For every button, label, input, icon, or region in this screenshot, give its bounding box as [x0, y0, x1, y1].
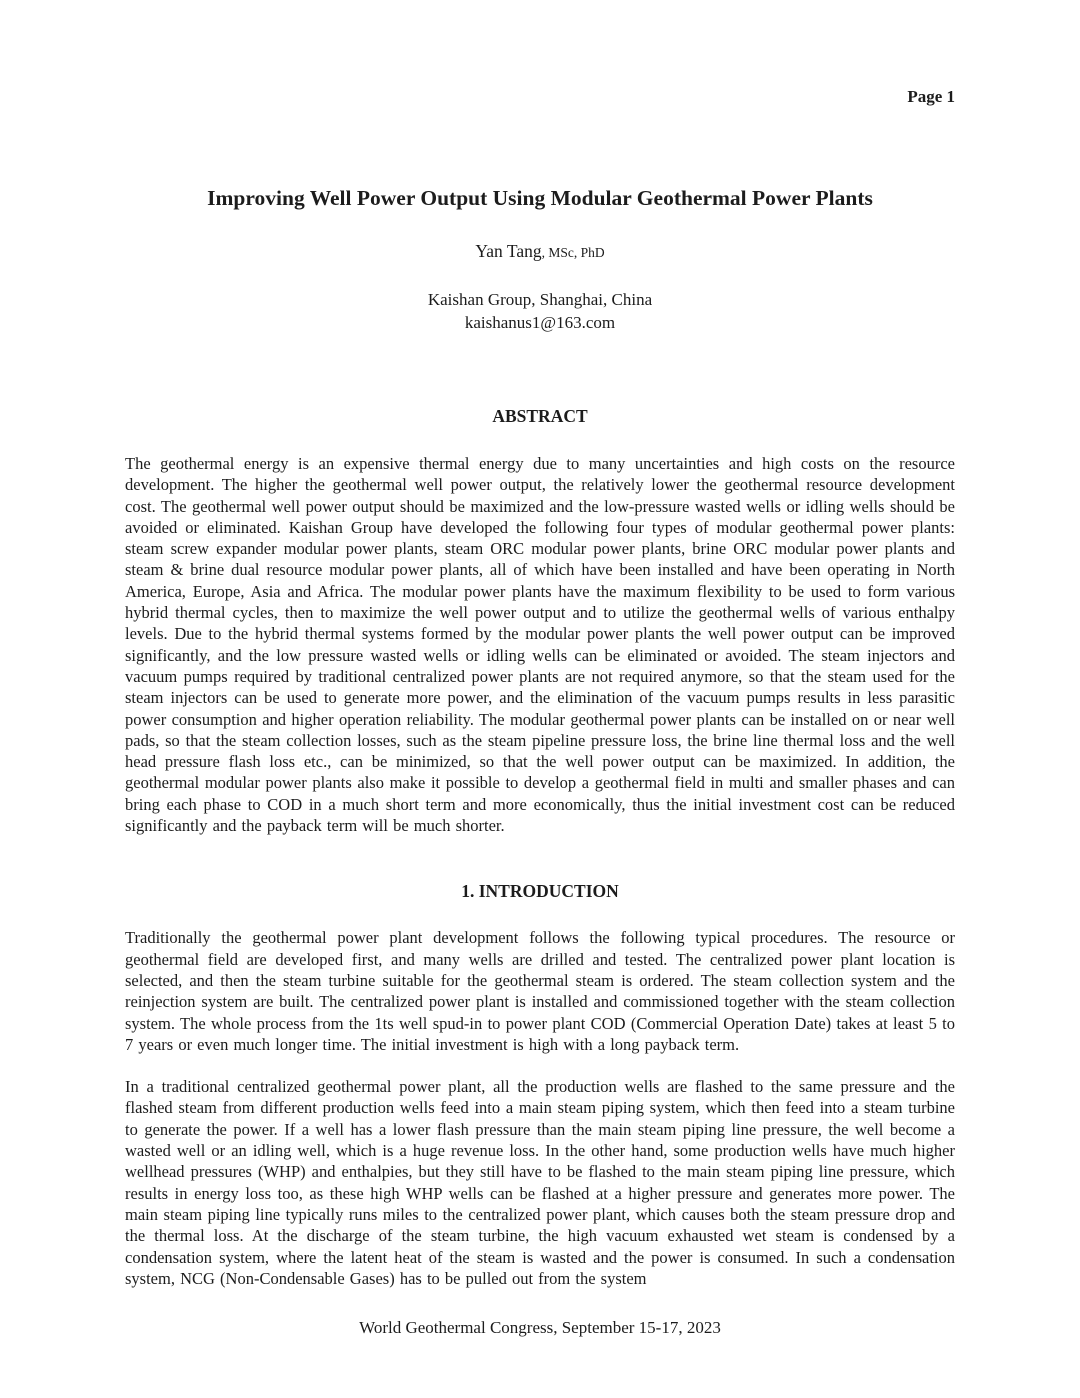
author-line	[125, 240, 955, 264]
abstract-body: The geothermal energy is an expensive thermal energy due to many uncertainties and high costs on the resource development. The higher the geothermal well power output, the relatively lower the geothermal resource development cost. The geothermal well power output should be maximized and the low-pressure wasted wells or idling wells should be avoided or eliminated. Kaishan Group have developed the following four types of modular geothermal power plants: steam screw expander modular power plants, steam ORC modular power plants, brine ORC modular power plants and steam & brine dual resource modular power plants, all of which have been installed and have been operating in North America, Europe, Asia and Africa. The modular power plants have the maximum flexibility to be used to form various hybrid thermal cycles, then to maximize the well power output and to utilize the geothermal wells of various enthalpy levels. Due to the hybrid thermal systems formed by the modular power plants the well power output can be improved significantly, and the low pressure wasted wells or idling wells can be eliminated or avoided. The steam injectors and vacuum pumps required by traditional centralized power plants are not required anymore, so that the steam used for the steam injectors can be used to generate more power, and the elimination of the vacuum pumps results in less parasitic power consumption and higher operation reliability. The modular geothermal power plants can be installed on or near well pads, so that the steam collection losses, such as the steam pipeline pressure loss, the brine line thermal loss and the well head pressure flash loss etc., can be minimized, so that the well power output can be maximized. In addition, the geothermal modular power plants also make it possible to develop a geothermal field in multi and smaller phases and can bring each phase to COD in a much short term and more economically, thus the initial investment cost can be reduced significantly and the payback term will be much shorter.	[125, 454, 955, 836]
page-number: Page 1	[907, 87, 955, 106]
author-affiliation: Kaishan Group, Shanghai, China	[427, 290, 653, 309]
paper-title: Improving Well Power Output Using Modular Geothermal Power Plants	[207, 186, 873, 210]
abstract-heading: ABSTRACT	[492, 406, 588, 426]
author-email: kaishanus1@163.com	[464, 313, 616, 332]
introduction-paragraph: In a traditional centralized geothermal power plant, all the production wells are flashed to the same pressure and the flashed steam from different production wells feed into a main steam piping system, which then feed into a steam turbine to generate the power. If a well has a lower flash pressure than the main steam piping line pressure, the well become a wasted well or an idling well, which is a huge revenue loss. In the other hand, some production wells have much higher wellhead pressures (WHP) and enthalpies, but they still have to be flashed to the main steam piping line pressure, which results in energy loss too, as these high WHP wells can be flashed at a higher pressure and generates more power. The main steam piping line typically runs miles to the centralized power plant, which causes both the steam pressure drop and the thermal loss. At the discharge of the steam turbine, the high vacuum exhausted wet steam is condensed by a condensation system, where the latent heat of the steam is wasted and the power is consumed. In such a condensation system, NCG (Non-Condensable Gases) has to be pulled out from the system	[125, 1077, 955, 1288]
footer-conference-line: World Geothermal Congress, September 15-17, 2023	[359, 1318, 721, 1337]
introduction-heading: 1. INTRODUCTION	[461, 881, 619, 902]
author-name: Yan Tang	[475, 241, 542, 261]
author-credentials: , MSc, PhD	[541, 245, 605, 260]
introduction-paragraph: Traditionally the geothermal power plant development follows the following typical procedures. The resource or geothermal field are developed first, and many wells are drilled and tested. The centralized power plant location is selected, and then the steam turbine suitable for the geothermal steam is ordered. The steam collection system and the reinjection system are built. The centralized power plant is installed and commissioned together with the steam collection system. The whole process from the 1ts well spud-in to power plant COD (Commercial Operation Date) takes at least 5 to 7 years or even much longer time. The initial investment is high with a long payback term.	[125, 928, 955, 1054]
